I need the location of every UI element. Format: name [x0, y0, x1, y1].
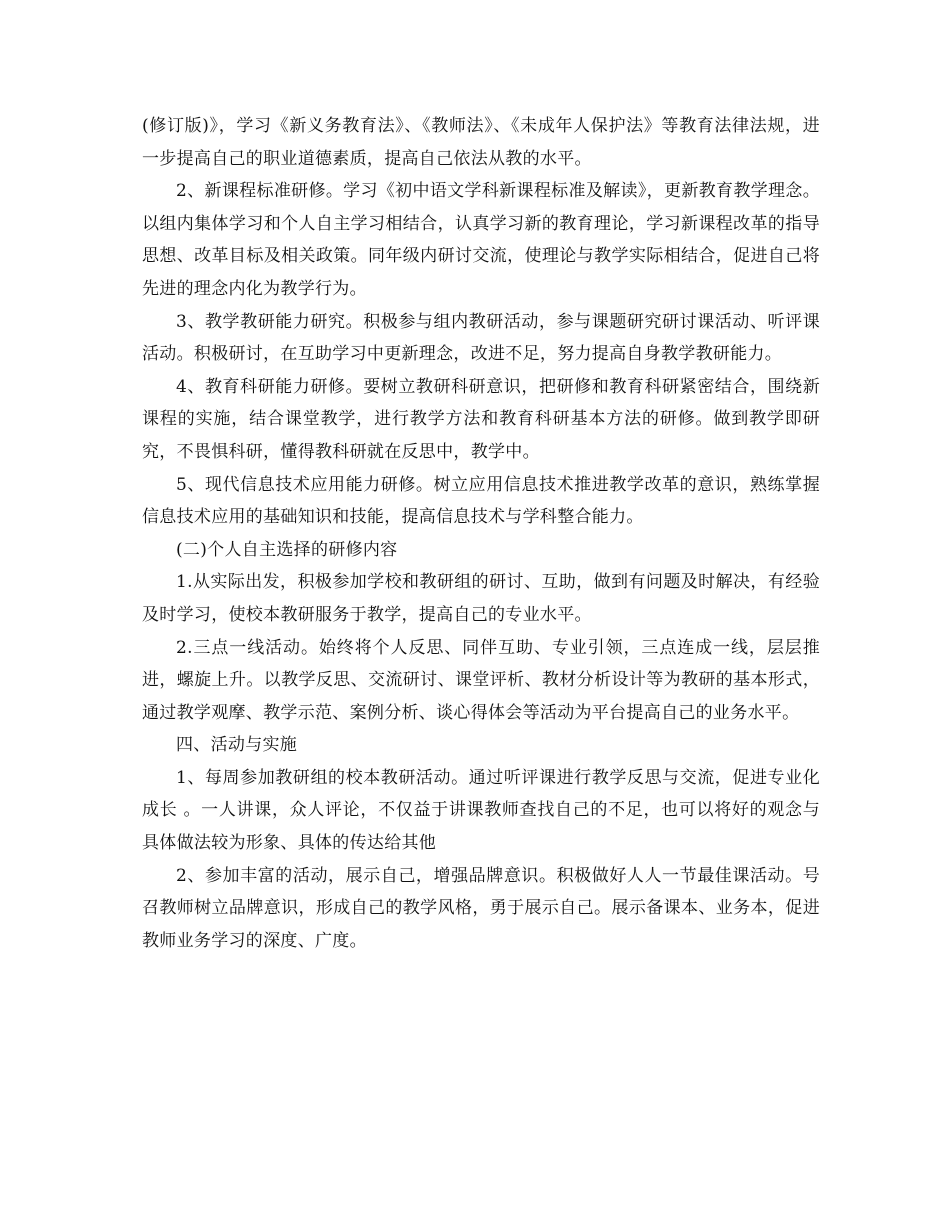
section-heading-personal-content: (二)个人自主选择的研修内容 — [176, 539, 398, 560]
paragraph-law-study-continued: (修订版)》，学习《新义务教育法》、《教师法》、《未成年人保护法》等教育法律法规，进一步提高自己的职业道德素质，提高自己依法从教的水平。 — [142, 116, 820, 169]
paragraph-curriculum-standard: 2、新课程标准研修。学习《初中语文学科新课程标准及解读》，更新教育教学理念。以组内集体学习和个人自主学习相结合，认真学习新的教育理论，学习新课程改革的指导思想、改革目标及相关政策。同年级内研讨交流，使理论与教学实际相结合，促进自己将先进的理念内化为教学行为。 — [142, 181, 820, 299]
paragraph-weekly-activity: 1、每周参加教研组的校本教研活动。通过听评课进行教学反思与交流，促进专业化成长 。一人讲课，众人评论，不仅益于讲课教师查找自己的不足，也可以将好的观念与具体做法较为形象、具体的传达给其他 — [142, 767, 820, 854]
document-body — [142, 110, 820, 957]
paragraph-education-research: 4、教育科研能力研修。要树立教研科研意识，把研修和教育科研紧密结合，围绕新课程的实施，结合课堂教学，进行教学方法和教育科研基本方法的研修。做到教学即研究，不畏惧科研，懂得教科研就在反思中，教学中。 — [142, 376, 820, 462]
paragraph-information-technology: 5、现代信息技术应用能力研修。树立应用信息技术推进教学改革的意识，熟练掌握信息技术应用的基础知识和技能，提高信息技术与学科整合能力。 — [142, 474, 820, 528]
section-heading-activities: 四、活动与实施 — [176, 735, 298, 756]
paragraph-practical-start: 1.从实际出发，积极参加学校和教研组的研讨、互助，做到有问题及时解决，有经验及时学习，使校本教研服务于教学，提高自己的专业水平。 — [142, 572, 820, 625]
paragraph-brand-activity: 2、参加丰富的活动，展示自己，增强品牌意识。积极做好人人一节最佳课活动。号召教师树立品牌意识，形成自己的教学风格，勇于展示自己。展示备课本、业务本，促进教师业务学习的深度、广度。 — [142, 865, 820, 951]
paragraph-three-points-activity: 2.三点一线活动。始终将个人反思、同伴互助、专业引领，三点连成一线，层层推进，螺旋上升。以教学反思、交流研讨、课堂评析、教材分析设计等为教研的基本形式，通过教学观摩、教学示范、案例分析、谈心得体会等活动为平台提高自己的业务水平。 — [142, 637, 820, 723]
paragraph-teaching-research: 3、教学教研能力研究。积极参与组内教研活动，参与课题研究研讨课活动、听评课活动。积极研讨，在互助学习中更新理念，改进不足，努力提高自身教学教研能力。 — [142, 311, 820, 365]
